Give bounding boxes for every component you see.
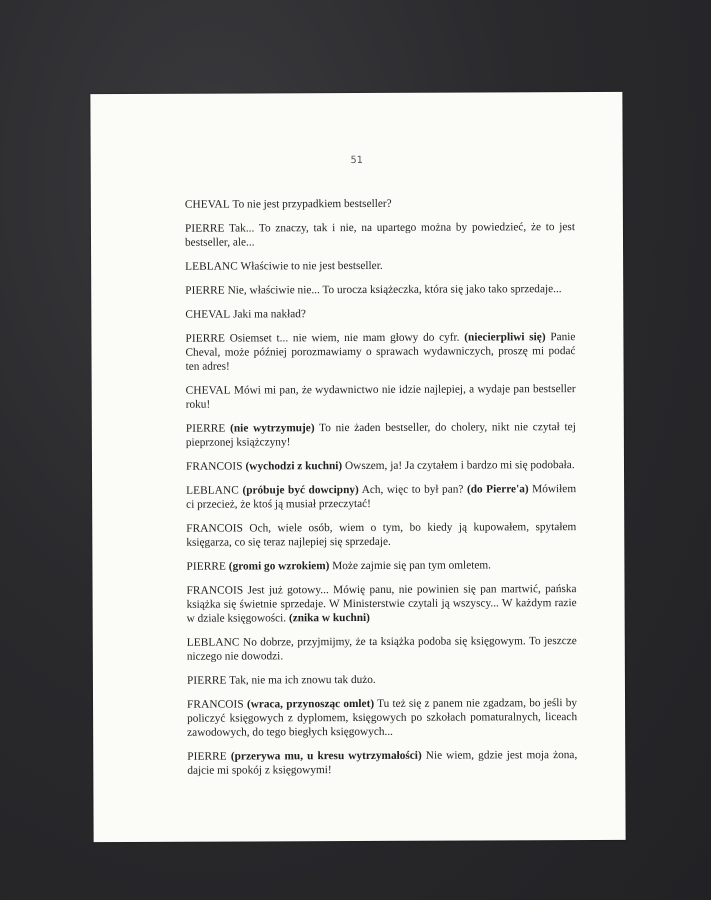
line-text: Osiemset t... nie wiem, nie mam głowy do cyfr. [224, 331, 465, 345]
line-text: Jaki ma nakład? [230, 308, 306, 321]
line-text: Tu też się z panem nie zgadzam, bo jeśli by policzyć księgowych z dyplomem, księgowych po szkołach pomaturalnych, liceach zawodowych, do tego biegłych księgowych... [187, 697, 578, 739]
dialogue-line [186, 458, 576, 474]
speaker-name: PIERRE [184, 222, 225, 235]
line-text: Mówiłem ci przecież, że ktoś ją musiał przeczytać! [186, 483, 577, 511]
speaker-name: PIERRE [185, 422, 226, 435]
speaker-name: FRANCOIS [186, 522, 243, 535]
dialogue-line [185, 330, 575, 374]
line-text: Może zajmie się pan tym omletem. [329, 559, 491, 573]
stage-direction: (do Pierre'a) [466, 483, 529, 496]
line-text: No dobrze, przyjmijmy, że ta książka podoba się księgowym. To jeszcze niczego nie dowodzi. [186, 635, 577, 663]
line-text: Jest już gotowy... Mówię panu, nie powinien się pan martwić, pańska książka się świetnie sprzedaje. W Ministerstwie czytali ją wszyscy... W każdym razie w dziale księgowości. [186, 583, 577, 625]
dialogue-line [186, 520, 576, 550]
dialogue-line [187, 672, 577, 688]
line-text: Och, wiele osób, wiem o tym, bo kiedy ją kupowałem, spytałem księgarza, co się teraz najlepiej się sprzedaje. [186, 521, 577, 549]
line-text: Owszem, ja! Ja czytałem i bardzo mi się podobała. [342, 459, 575, 473]
dialogue-line [185, 306, 575, 322]
speaker-name: LEBLANC [186, 636, 240, 649]
dialogue-line [185, 258, 575, 274]
speaker-name: FRANCOIS [187, 698, 244, 711]
dialogue-line [185, 220, 575, 250]
line-text: Mówi mi pan, że wydawnictwo nie idzie najlepiej, a wydaje pan bestseller roku! [185, 383, 576, 411]
dialogue-line [187, 582, 577, 626]
speaker-name: PIERRE [185, 332, 225, 345]
dialogue-line [185, 282, 575, 298]
speaker-name: FRANCOIS [185, 460, 243, 473]
speaker-name: PIERRE [186, 674, 227, 687]
stage-direction: (wraca, przynosząc omlet) [246, 697, 375, 711]
line-text: Panie Cheval, może później porozmawiamy o sprawach wydawniczych, proszę mi podać ten adres! [185, 331, 576, 373]
speaker-name: CHEVAL [184, 198, 230, 211]
stage-direction: (nie wytrzymuje) [230, 422, 315, 435]
stage-direction: (znika w kuchni) [288, 611, 370, 625]
speaker-name: FRANCOIS [186, 584, 244, 597]
line-text: Właściwie to nie jest bestseller. [237, 259, 383, 273]
speaker-name: PIERRE [185, 284, 225, 297]
stage-direction: (przerywa mu, u kresu wytrzymałości) [230, 749, 422, 763]
dialogue-line [187, 634, 577, 664]
dialogue-line [185, 196, 575, 212]
speaker-name: LEBLANC [185, 260, 238, 273]
speaker-name: CHEVAL [185, 308, 231, 321]
dialogue-line [187, 748, 577, 778]
line-text: Ach, więc to był pan? [358, 483, 467, 496]
stage-direction: (wychodzi z kuchni) [245, 460, 343, 473]
line-text: Tak, nie ma ich znowu tak dużo. [226, 673, 376, 687]
stage-direction: (gromi go wzrokiem) [228, 560, 330, 573]
speaker-name: PIERRE [187, 750, 227, 763]
stage-direction: (próbuje być dowcipny) [242, 483, 359, 497]
dialogue-line [186, 482, 576, 512]
speaker-name: PIERRE [186, 560, 226, 573]
speaker-name: LEBLANC [186, 484, 239, 497]
dialogue-line [187, 696, 577, 740]
line-text: To nie żaden bestseller, do cholery, nikt nie czytał tej pieprzonej książczyny! [185, 421, 576, 449]
stage-direction: (niecierpliwi się) [464, 331, 546, 344]
line-text: Nie wiem, gdzie jest moja żona, dajcie mi spokój z księgowymi! [187, 749, 578, 777]
dialogue-text [185, 196, 578, 788]
document-page [90, 92, 625, 842]
dialogue-line [186, 558, 576, 574]
line-text: Nie, właściwie nie... To urocza książeczka, która się jako tako sprzedaje... [224, 283, 562, 297]
dialogue-line [186, 420, 576, 450]
dialogue-line [186, 382, 576, 412]
page-number: 51 [350, 154, 363, 167]
speaker-name: CHEVAL [185, 384, 231, 397]
line-text: To nie jest przypadkiem bestseller? [229, 197, 392, 211]
line-text: Tak... To znaczy, tak i nie, na upartego można by powiedzieć, że to jest bestseller, ale... [184, 221, 575, 249]
